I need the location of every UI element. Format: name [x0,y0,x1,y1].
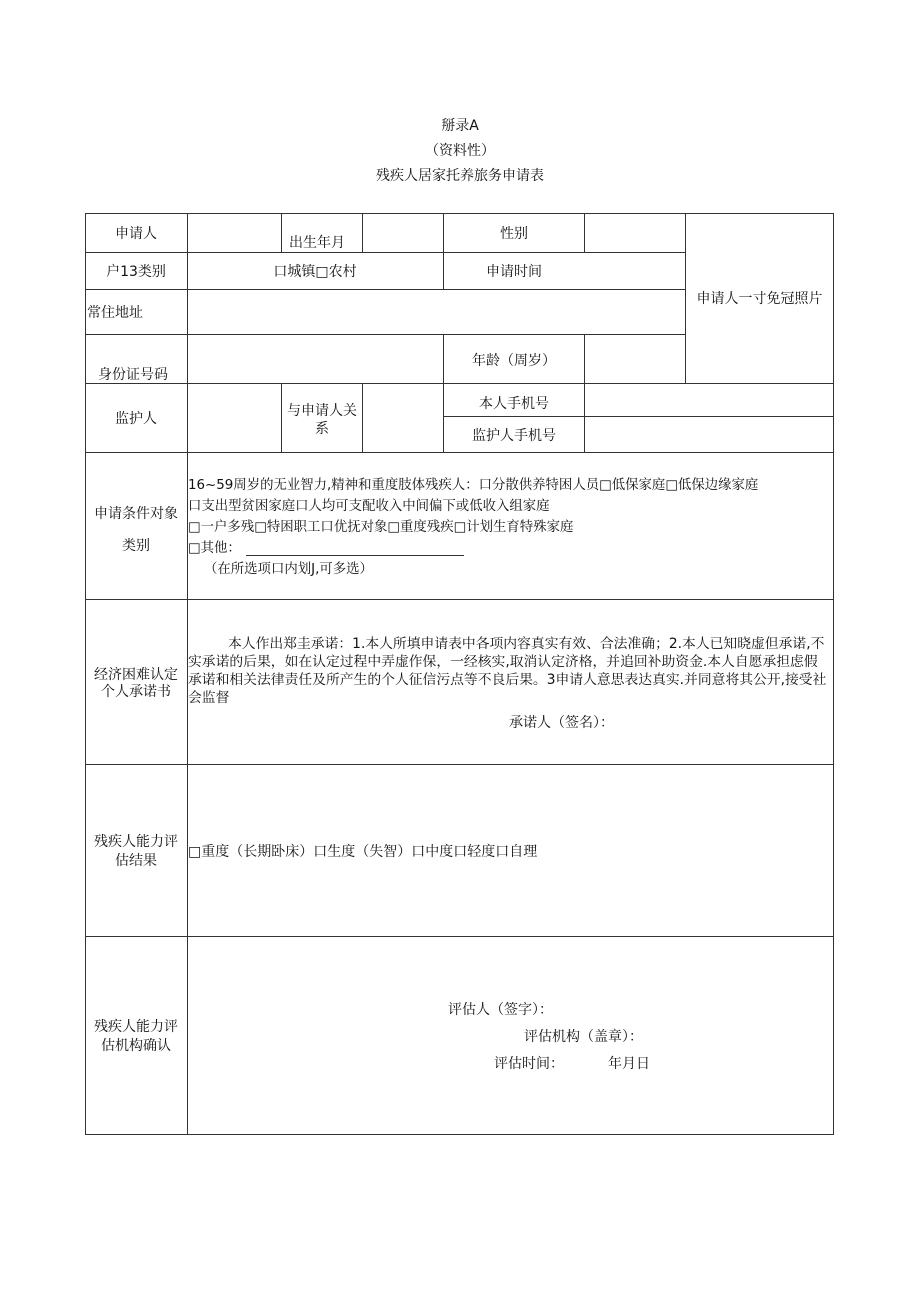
nature-label: （资料性） [425,143,495,159]
address-field[interactable] [188,290,684,333]
self-phone-label: 本人手机号 [479,396,549,412]
hukou-label: 户13类别 [106,264,166,280]
ability-confirm-label-line2: 估机构确认 [101,1038,171,1054]
row-divider [85,936,834,937]
id-label: 身份证号码 [98,367,168,383]
ability-confirm-label-line1: 残疾人能力评 [94,1019,178,1035]
ability-result-label-line1: 残疾人能力评 [94,834,178,850]
table-border-bottom [85,1134,834,1135]
guardian-phone-label: 监护人手机号 [472,428,556,444]
assessment-date[interactable]: 年月日 [608,1056,650,1072]
assessment-time-label: 评估时间： [494,1056,564,1072]
ability-result-options[interactable]: □重度（长期卧床）口生度（失智）口中度口轻度口自理 [188,844,538,860]
agency-seal[interactable]: 评估机构（盖章）： [524,1029,643,1045]
form-title: 残疾人居家托养旅务申请表 [376,168,544,184]
promise-signer[interactable]: 承诺人（签名）： [509,715,614,731]
gender-label: 性别 [500,226,528,242]
col-divider [281,213,282,252]
assessor-signature[interactable]: 评估人（签字）： [448,1002,553,1018]
guardian-field[interactable] [188,384,280,451]
other-underline[interactable] [246,555,464,556]
address-label: 常住地址 [87,305,143,321]
row-divider [85,452,834,453]
conditions-line-2[interactable]: 口支出型贫困家庭口人均可支配收入中间偏下或低收入组家庭 [188,499,550,514]
conditions-line-4[interactable]: □其他： [188,541,241,556]
apply-time-field[interactable] [585,253,684,288]
self-phone-field[interactable] [585,384,832,415]
gender-field[interactable] [585,214,684,251]
appendix-label: 掰录A [441,118,479,134]
ability-result-label-line2: 估结果 [115,853,157,869]
photo-label: 申请人一寸免冠照片 [696,291,823,307]
conditions-label-line1: 申请条件对象 [94,506,178,522]
conditions-label-line2: 类别 [122,538,150,554]
promise-label-line2: 个人承诺书 [101,684,171,700]
table-border-right [833,213,834,1134]
conditions-line-3[interactable]: □一户多残□特困职工口优抚对象□重度残疾□计划生育特殊家庭 [188,520,574,535]
hukou-options[interactable]: 口城镇□农村 [273,264,357,280]
guardian-label: 监护人 [115,411,157,427]
relation-field[interactable] [363,384,442,451]
id-field[interactable] [188,335,442,382]
age-field[interactable] [585,335,684,382]
guardian-phone-field[interactable] [585,417,832,451]
row-divider [85,599,834,600]
conditions-line-1[interactable]: 16~59周岁的无业智力,精神和重度肢体残疾人：口分散供养特困人员□低保家庭□低保边缘家庭 [188,478,759,493]
applicant-field[interactable] [188,214,280,251]
promise-label-line1: 经济困难认定 [94,667,178,683]
conditions-line-5: （在所选项口内划J,可多选） [204,562,373,577]
apply-time-label: 申请时间 [486,264,542,280]
birth-field[interactable] [363,214,442,251]
age-label: 年龄（周岁） [472,353,556,369]
row-divider [85,764,834,765]
relation-label: 与申请人关系 [287,403,357,437]
applicant-label: 申请人 [115,226,157,242]
birth-label: 出生年月 [289,235,345,251]
promise-text: 本人作出郑圭承诺：1.本人所填申请表中各项内容真实有效、合法准确；2.本人已知晓虚但承诺,不实承诺的后果，如在认定过程中弄虚作保，一经核实,取消认定济格，并追回补助资金.本人自愿承担虑假承诺和相关法律责任及所产生的个人征信污点等不良后果。3申请人意思表达真实.并同意将其公开,接受社会监督 [188,636,827,706]
